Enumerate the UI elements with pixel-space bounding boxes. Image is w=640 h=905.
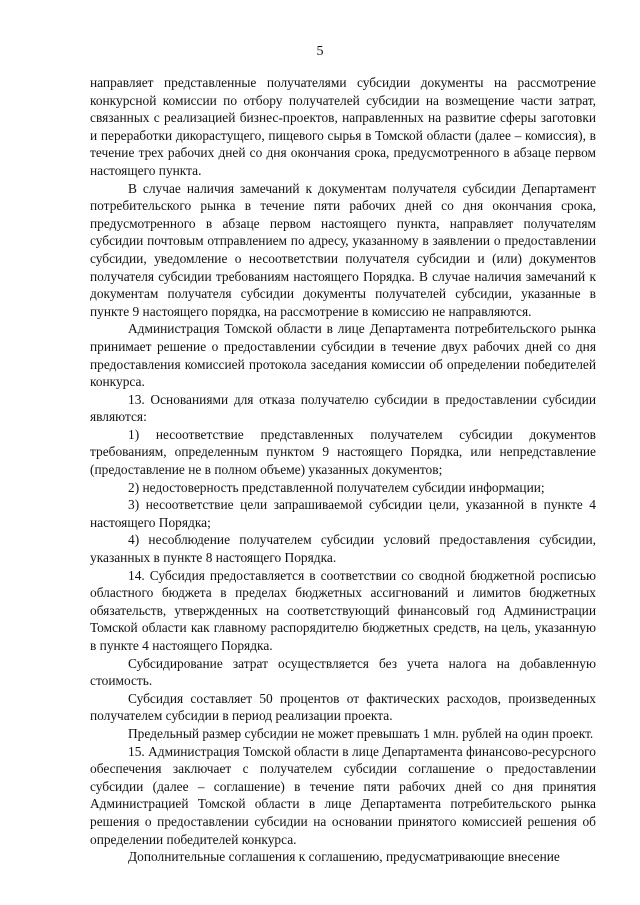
paragraph-15-agreement: 15. Администрация Томской области в лице Департамента финансово-ресурсного обеспечения заключает с получателем субсидии соглашение о предоставлении субсидии (далее – соглашение) в течение пяти рабочих дней со дня принятия Администрацией Томской области в лице Департамента потребительского рынка решения о предоставлении субсидии на основании принятого комиссией решения об определении победителей конкурса. [90, 743, 596, 847]
page-number: 5 [316, 44, 324, 59]
list-item-4: 4) несоблюдение получателем субсидии условий предоставления субсидии, указанных в пункте 8 настоящего Порядка. [90, 532, 596, 566]
list-item-1: 1) несоответствие представленных получателем субсидии документов требованиям, определенным пунктом 9 настоящего Порядка, или непредставление (предоставление не в полном объеме) указанных документов; [90, 426, 596, 478]
paragraph-decision: Администрация Томской области в лице Департамента потребительского рынка принимает решение о предоставлении субсидии в течение двух рабочих дней со дня предоставления комиссией протокола заседания комиссии об определении победителей конкурса. [90, 321, 596, 390]
document-body [90, 74, 596, 866]
paragraph-14-budget: 14. Субсидия предоставляется в соответствии со сводной бюджетной росписью областного бюджета в пределах бюджетных ассигнований и лимитов бюджетных обязательств, утвержденных на соответствующий финансовый год Администрации Томской области как главному распорядителю бюджетных средств, на цель, указанную в пункте 4 настоящего Порядка. [90, 567, 596, 653]
list-item-2: 2) недостоверность представленной получателем субсидии информации; [128, 479, 545, 495]
list-item-3: 3) несоответствие цели запрашиваемой субсидии цели, указанной в пункте 4 настоящего Порядка; [90, 497, 596, 530]
paragraph-remarks: В случае наличия замечаний к документам получателя субсидии Департамент потребительского рынка в течение пяти рабочих дней со дня окончания срока, предусмотренного в абзаце первом настоящего пункта, направляет получателям субсидии почтовым отправлением по адресу, указанному в заявлении о предоставлении субсидии, уведомление о несоответствии получателя субсидии и (или) документов получателя субсидии требованиям настоящего Порядка. В случае наличия замечаний к документам получателя субсидии документы получателей субсидии, указанные в пункте 9 настоящего порядка, на рассмотрение в комиссию не направляются. [90, 180, 596, 319]
paragraph-subsidy-limit: Предельный размер субсидии не может превышать 1 млн. рублей на один проект. [128, 725, 594, 741]
paragraph-continuation: направляет представленные получателями субсидии документы на рассмотрение конкурсной комиссии по отбору получателей субсидии на возмещение части затрат, связанных с реализацией бизнес-проектов, направленных на развитие сферы заготовки и переработки дикорастущего, пищевого сырья в Томской области (далее – комиссия), в течение трех рабочих дней со дня окончания срока, предусмотренного в абзаце первом настоящего пункта. [90, 75, 596, 178]
paragraph-vat: Субсидирование затрат осуществляется без учета налога на добавленную стоимость. [90, 655, 596, 689]
paragraph-additional-agreements: Дополнительные соглашения к соглашению, предусматривающие внесение [128, 849, 560, 865]
paragraph-13-refusal-grounds: 13. Основаниями для отказа получателю субсидии в предоставлении субсидии являются: [90, 391, 596, 425]
paragraph-subsidy-percent: Субсидия составляет 50 процентов от фактических расходов, произведенных получателем субсидии в период реализации проекта. [90, 690, 596, 724]
